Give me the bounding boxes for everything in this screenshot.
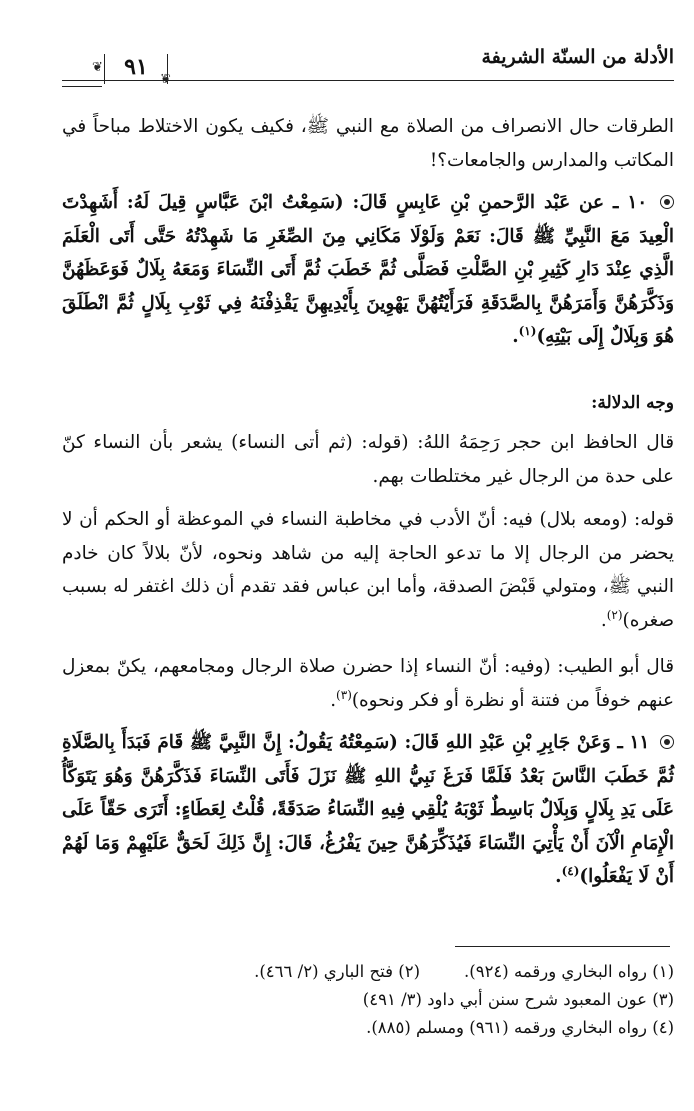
footnote-rule: [455, 946, 670, 947]
hadith-number: ١٠ ـ: [612, 192, 648, 213]
paragraph-ibn-hajar: [62, 426, 674, 493]
paragraph-text: الطرقات حال الانصراف من الصلاة مع النبي ﷺ، فكيف يكون الاختلاط مباحاً في المكاتب والمدارس والجامعات؟!: [62, 116, 674, 171]
hadith-text: وَعَنْ جَابِرِ بْنِ عَبْدِ اللهِ قَالَ: (سَمِعْتُهُ يَقُولُ: إِنَّ النَّبِيَّ ﷺ قَامَ فَبَدَأَ بِالصَّلَاةِ ثُمَّ خَطَبَ النَّاسَ بَعْدُ فَلَمَّا فَرَغَ نَبِيُّ اللهِ ﷺ نَزَلَ فَأَتَى النِّسَاءَ فَذَكَّرَهُنَّ وَهُوَ يَتَوَكَّأُ عَلَى يَدِ بِلَالٍ وَبِلَالٌ بَاسِطٌ ثَوْبَهُ يُلْقِي فِيهِ النِّسَاءُ صَدَقَةً، قُلْتُ لِعَطَاءٍ: أَتَرَى حَقّاً عَلَى الْإِمَامِ الْآنَ أَنْ يَأْتِيَ النِّسَاءَ فَيُذَكِّرَهُنَّ حِينَ يَفْرُغُ، قَالَ: إِنَّ ذَلِكَ لَحَقٌّ عَلَيْهِمْ وَمَا لَهُمْ أَنْ لَا يَفْعَلُوا): [62, 732, 674, 887]
page-number: ٩١: [124, 54, 148, 80]
paragraph-bilal: قوله: (ومعه بلال) فيه: أنّ الأدب في مخاطبة النساء في الموعظة أو الحكم أن لا يحضر من الرجال إلا ما تدعو الحاجة إليه من شاهد ونحوه، لأنّ بلالاً كان خادم النبي ﷺ، ومتولي قَبْضَ الصدقة، وأما ابن عباس فقد تقدم أن ذلك اغتفر له بسبب صغره)$^{(٢)}$.: [62, 509, 674, 631]
hadith-10: ١٠ ـ عن عَبْد الرَّحمنِ بْنِ عَابِسٍ قَالَ: (سَمِعْتُ ابْنَ عَبَّاسٍ قِيلَ لَهُ: أَشَهِدْتَ الْعِيدَ مَعَ النَّبِيِّ ﷺ قَالَ: نَعَمْ وَلَوْلَا مَكَانِي مِنَ الصِّغَرِ مَا شَهِدْتُهُ حَتَّى أَتَى الْعَلَمَ الَّذِي عِنْدَ دَارِ كَثِيرِ بْنِ الصَّلْتِ فَصَلَّى ثُمَّ خَطَبَ ثُمَّ أَتَى النِّسَاءَ وَمَعَهُ بِلَالٌ فَوَعَظَهُنَّ وَذَكَّرَهُنَّ وَأَمَرَهُنَّ بِالصَّدَقَةِ فَرَأَيْتُهُنَّ يَهْوِينَ بِأَيْدِيهِنَّ يَقْذِفْنَهُ فِي ثَوْبِ بِلَالٍ ثُمَّ انْطَلَقَ هُوَ وَبِلَالٌ إِلَى بَيْتِهِ)$^{(١)}$.: [62, 192, 674, 347]
running-title: الأدلة من السنّة الشريفة: [481, 46, 674, 68]
hadith-text: عن عَبْد الرَّحمنِ بْنِ عَابِسٍ قَالَ: (سَمِعْتُ ابْنَ عَبَّاسٍ قِيلَ لَهُ: أَشَهِدْتَ الْعِيدَ مَعَ النَّبِيِّ ﷺ قَالَ: نَعَمْ وَلَوْلَا مَكَانِي مِنَ الصِّغَرِ مَا شَهِدْتُهُ حَتَّى أَتَى الْعَلَمَ الَّذِي عِنْدَ دَارِ كَثِيرِ بْنِ الصَّلْتِ فَصَلَّى ثُمَّ خَطَبَ ثُمَّ أَتَى النِّسَاءَ وَمَعَهُ بِلَالٌ فَوَعَظَهُنَّ وَذَكَّرَهُنَّ وَأَمَرَهُنَّ بِالصَّدَقَةِ فَرَأَيْتُهُنَّ يَهْوِينَ بِأَيْدِيهِنَّ يَقْذِفْنَهُ فِي ثَوْبِ بِلَالٍ ثُمَّ انْطَلَقَ هُوَ وَبِلَالٌ إِلَى بَيْتِهِ): [62, 192, 674, 347]
footnotes: [62, 958, 674, 1042]
header-rule-short: [62, 86, 102, 87]
footnote-4: (٤) رواه البخاري ورقمه (٩٦١) ومسلم (٨٨٥).: [366, 1018, 674, 1037]
circled-dot-icon: [660, 195, 674, 209]
paragraph-intro: [62, 110, 674, 177]
page-header: [62, 38, 674, 90]
leaf-ornament-icon: ❦: [92, 60, 103, 75]
footnote-line: [62, 958, 674, 986]
paragraph-abu-tayyib: قال أبو الطيب: (وفيه: أنّ النساء إذا حضرن صلاة الرجال ومجامعهم، يكنّ بمعزل عنهم خوفاً من فتنة أو نظرة أو فكر ونحوه)$^{(٣)}$.: [62, 656, 674, 711]
footnote-ref: (٣): [336, 687, 352, 702]
hadith-11: ١١ ـ وَعَنْ جَابِرِ بْنِ عَبْدِ اللهِ قَالَ: (سَمِعْتُهُ يَقُولُ: إِنَّ النَّبِيَّ ﷺ قَامَ فَبَدَأَ بِالصَّلَاةِ ثُمَّ خَطَبَ النَّاسَ بَعْدُ فَلَمَّا فَرَغَ نَبِيُّ اللهِ ﷺ نَزَلَ فَأَتَى النِّسَاءَ فَذَكَّرَهُنَّ وَهُوَ يَتَوَكَّأُ عَلَى يَدِ بِلَالٍ وَبِلَالٌ بَاسِطٌ ثَوْبَهُ يُلْقِي فِيهِ النِّسَاءُ صَدَقَةً، قُلْتُ لِعَطَاءٍ: أَتَرَى حَقّاً عَلَى الْإِمَامِ الْآنَ أَنْ يَأْتِيَ النِّسَاءَ فَيُذَكِّرَهُنَّ حِينَ يَفْرُغُ، قَالَ: إِنَّ ذَلِكَ لَحَقٌّ عَلَيْهِمْ وَمَا لَهُمْ أَنْ لَا يَفْعَلُوا)$^{(٤)}$.: [62, 732, 674, 887]
leaf-ornament-icon: ❦: [160, 72, 171, 87]
page-number-frame: [104, 54, 168, 84]
footnote-3: (٣) عون المعبود شرح سنن أبي داود (٣/ ٤٩١): [362, 990, 674, 1009]
paragraph-text: قوله: (ومعه بلال) فيه: أنّ الأدب في مخاطبة النساء في الموعظة أو الحكم أن لا يحضر من الرجال إلا ما تدعو الحاجة إليه من شاهد ونحوه، لأنّ بلالاً كان خادم النبي ﷺ، ومتولي قَبْضَ الصدقة، وأما ابن عباس فقد تقدم أن ذلك اغتفر له بسبب صغره): [62, 509, 674, 631]
footnote-ref: (٢): [606, 607, 623, 622]
section-heading: وجه الدلالة:: [591, 393, 674, 413]
paragraph-text: قال الحافظ ابن حجر رَحِمَهُ اللهُ: (قوله: (ثم أتى النساء) يشعر بأن النساء كنّ على حدة من الرجال غير مختلطات بهم.: [62, 432, 675, 487]
circled-dot-icon: [660, 735, 674, 749]
footnote-1: (١) رواه البخاري ورقمه (٩٢٤).: [464, 962, 674, 981]
hadith-number: ١١ ـ: [617, 732, 650, 753]
footnote-ref: (٤): [561, 863, 580, 878]
paragraph-text: قال أبو الطيب: (وفيه: أنّ النساء إذا حضرن صلاة الرجال ومجامعهم، يكنّ بمعزل عنهم خوفاً من فتنة أو نظرة أو فكر ونحوه): [62, 656, 674, 711]
footnote-ref: (١): [518, 323, 537, 338]
footnote-2: (٢) فتح الباري (٢/ ٤٦٦).: [254, 962, 421, 981]
